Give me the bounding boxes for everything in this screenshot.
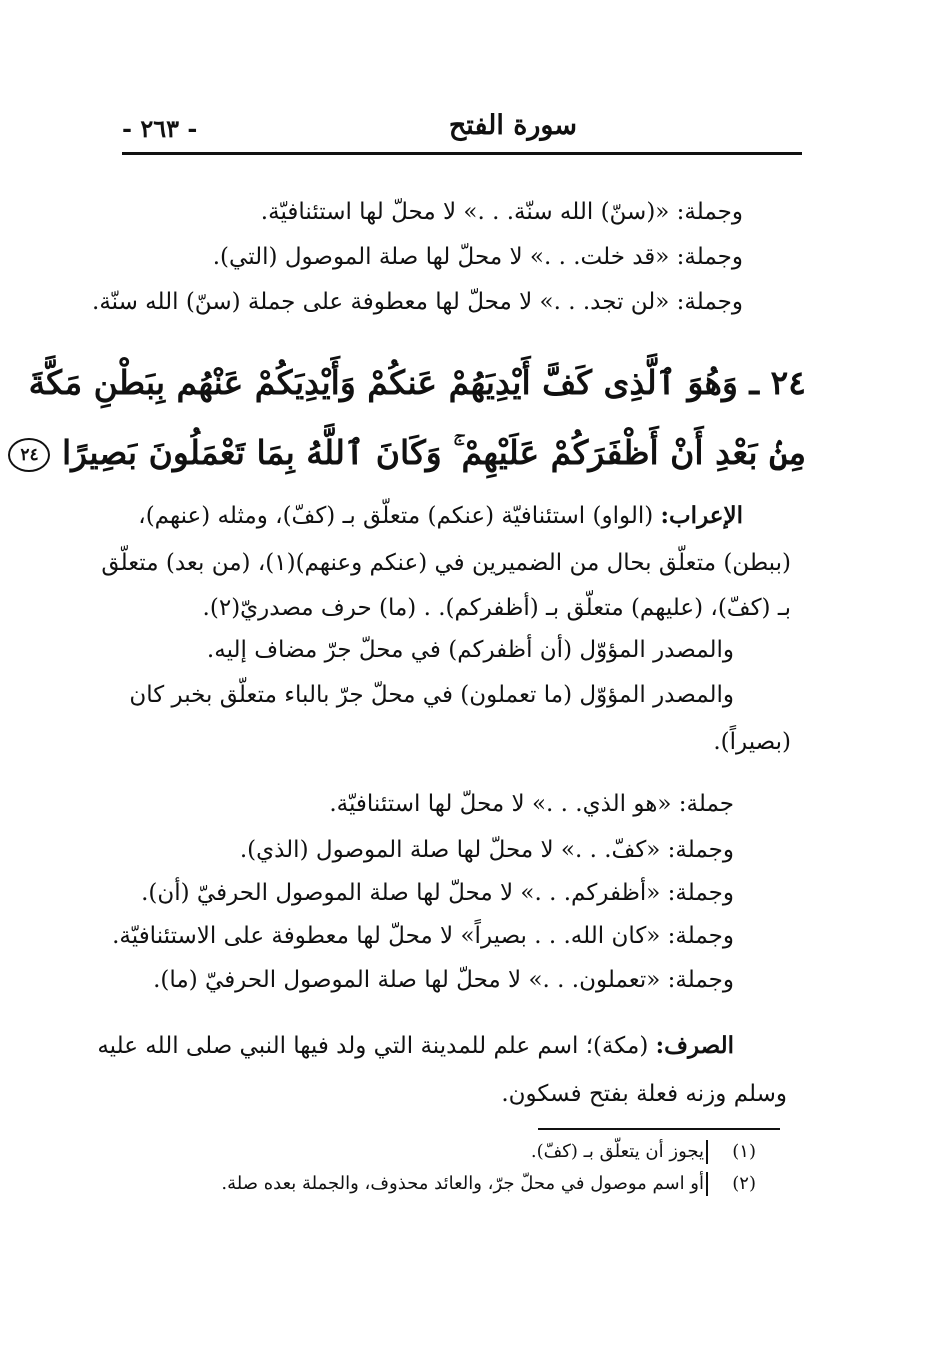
verse-line-1: ٢٤ ـ وَهُوَ ٱلَّذِى كَفَّ أَيْدِيَهُمْ عَنكُمْ وَأَيْدِيَكُمْ عَنْهُم بِبَطْنِ مَكَّةَ — [28, 363, 806, 402]
irab-line-4: والمصدر المؤوّل (أن أظفركم) في محلّ جرّ مضاف إليه. — [206, 637, 734, 663]
footnote-bar-2 — [706, 1172, 708, 1196]
irab-line-5: والمصدر المؤوّل (ما تعملون) في محلّ جرّ بالباء متعلّق بخبر كان — [129, 682, 734, 708]
irab-line-2: (ببطن) متعلّق بحال من الضميرين في (عنكم وعنهم)(١)، (من بعد) متعلّق — [101, 550, 791, 576]
footnote-2-text: أو اسم موصول في محلّ جرّ، والعائد محذوف، والجملة بعده صلة. — [221, 1173, 704, 1194]
verse-line-2-text: مِنۢ بَعْدِ أَنْ أَظْفَرَكُمْ عَلَيْهِمْ ۚ وَكَانَ ٱللَّهُ بِمَا تَعْمَلُونَ بَصِيرًا — [61, 433, 806, 472]
footnote-rule — [538, 1128, 780, 1130]
sarf-line-2: وسلم وزنه فعلة بفتح فسكون. — [501, 1081, 787, 1107]
sarf-label: الصرف: — [655, 1032, 734, 1059]
page-number: - ٢٦٣ - — [122, 114, 198, 143]
page-header — [122, 108, 802, 152]
irab-line-3: بـ (كفّ)، (عليهم) متعلّق بـ (أظفركم). . (ما) حرف مصدريّ(٢). — [202, 595, 791, 621]
jumla-line-3: وجملة: «أظفركم. . .» لا محلّ لها صلة الموصول الحرفيّ (أن). — [141, 880, 734, 906]
header-rule — [122, 152, 802, 155]
sarf-line-1-text: (مكة)؛ اسم علم للمدينة التي ولد فيها النبي صلى الله عليه — [97, 1033, 649, 1059]
irab-line-6: (بصيراً). — [713, 729, 791, 755]
irab-line-1 — [138, 500, 743, 532]
jumla-line-1: جملة: «هو الذي. . .» لا محلّ لها استئنافيّة. — [329, 791, 734, 817]
jumla-line-2: وجملة: «كفّ. . .» لا محلّ لها صلة الموصول (الذي). — [239, 837, 734, 863]
verse-line-2 — [20, 428, 806, 478]
jumla-line-4: وجملة: «كان الله. . . بصيراً» لا محلّ لها معطوفة على الاستئنافيّة. — [112, 923, 734, 949]
footnote-1-text: يجوز أن يتعلّق بـ (كفّ). — [530, 1141, 704, 1162]
sarf-line-1 — [97, 1030, 734, 1062]
intro-line-1: وجملة: «(سنّ) الله سنّة. . .» لا محلّ لها استئنافيّة. — [260, 199, 743, 225]
footnote-bar-1 — [706, 1140, 708, 1164]
intro-line-2: وجملة: «قد خلت. . .» لا محلّ لها صلة الموصول (التي). — [212, 244, 743, 270]
surah-title: سورة الفتح — [448, 110, 577, 141]
intro-line-3: وجملة: «لن تجد. . .» لا محلّ لها معطوفة على جملة (سنّ) الله سنّة. — [92, 289, 743, 315]
ayah-number-mark: ٢٤ — [8, 438, 50, 472]
irab-line-1-text: (الواو) استئنافيّة (عنكم) متعلّق بـ (كفّ)، ومثله (عنهم)، — [138, 503, 654, 529]
footnote-1-number: (١) — [732, 1141, 756, 1162]
jumla-line-5: وجملة: «تعملون. . .» لا محلّ لها صلة الموصول الحرفيّ (ما). — [153, 967, 734, 993]
irab-label: الإعراب: — [660, 502, 743, 529]
footnote-2-number: (٢) — [732, 1173, 756, 1194]
